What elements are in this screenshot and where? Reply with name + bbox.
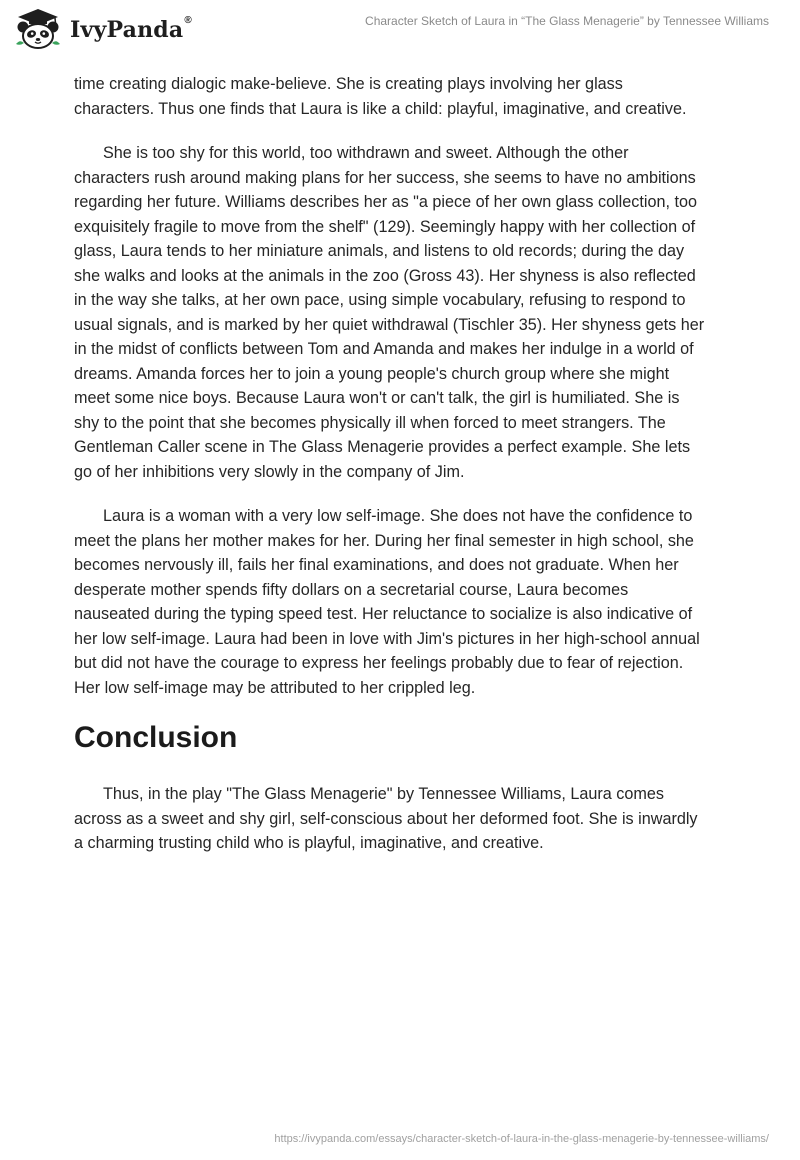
ivypanda-logo[interactable] <box>14 8 192 50</box>
text-line: in the midst of conflicts between Tom and Amanda and makes her indulge in a world of <box>74 340 694 358</box>
text-line: becomes nervously ill, fails her final examinations, and does not graduate. When her <box>74 556 679 574</box>
text-line: she walks and looks at the animals in the zoo (Gross 43). Her shyness is also reflected <box>74 266 696 285</box>
paragraph-3 <box>74 504 734 700</box>
text-line: She is too shy for this world, too withdrawn and sweet. Although the other <box>103 144 629 162</box>
text-line: Her low self-image may be attributed to her crippled leg. <box>74 678 476 697</box>
text-line: Thus, in the play "The Glass Menagerie" by Tennessee Williams, Laura comes <box>103 785 664 803</box>
text-line: a charming trusting child who is playful, imaginative, and creative. <box>74 834 544 852</box>
text-line: glass, Laura tends to her miniature animals, and listens to old records; during the day <box>74 242 685 260</box>
page-header <box>0 0 800 60</box>
text-line: regarding her future. Williams describes her as "a piece of her own glass collection, too <box>74 193 697 211</box>
text-line: meet some nice boys. Because Laura won't or can't talk, the girl is humiliated. She is <box>74 389 680 407</box>
logo-text: IvyPanda® <box>70 15 192 43</box>
text-line: but did not have the courage to express her feelings probably due to fear of rejection. <box>74 654 684 672</box>
text-line: dreams. Amanda forces her to join a young people's church group where she might <box>74 364 670 383</box>
paragraph-2 <box>74 141 734 484</box>
registered-mark: ® <box>184 15 192 26</box>
text-line: characters. Thus one finds that Laura is like a child: playful, imaginative, and creative. <box>74 99 687 118</box>
text-line: meet the plans her mother makes for her. During her final semester in high school, she <box>74 531 694 550</box>
paragraph-1 <box>74 72 734 121</box>
text-line: in the way she talks, at her own pace, using simple vocabulary, refusing to respond to <box>74 291 686 309</box>
source-url-link[interactable]: https://ivypanda.com/essays/character-sketch-of-laura-in-the-glass-menagerie-by-tennessee-williams/ <box>274 1133 769 1145</box>
text-line: nauseated during the typing speed test. Her reluctance to socialize is also indicative of <box>74 605 693 623</box>
text-line: shy to the point that she becomes physically ill when forced to meet strangers. The <box>74 413 666 432</box>
paragraph-4 <box>74 782 734 856</box>
text-line: Laura is a woman with a very low self-image. She does not have the confidence to <box>103 507 693 525</box>
text-line: go of her inhibitions very slowly in the company of Jim. <box>74 462 465 481</box>
text-line: characters rush around making plans for her success, she seems to have no ambitions <box>74 168 696 187</box>
text-line: Gentleman Caller scene in The Glass Menagerie provides a perfect example. She lets <box>74 438 691 456</box>
document-title: Character Sketch of Laura in “The Glass Menagerie” by Tennessee Williams <box>365 14 769 28</box>
text-line: desperate mother spends fifty dollars on a secretarial course, Laura becomes <box>74 580 629 599</box>
text-line: usual signals, and is marked by her quiet withdrawal (Tischler 35). Her shyness gets her <box>74 315 705 334</box>
text-line: time creating dialogic make-believe. She is creating plays involving her glass <box>74 75 623 93</box>
essay-body <box>74 72 734 876</box>
text-line: exquisitely fragile to move from the shelf" (129). Seemingly happy with her collection of <box>74 217 696 236</box>
text-line: across as a sweet and shy girl, self-conscious about her deformed foot. She is inwardly <box>74 809 698 828</box>
section-heading-conclusion: Conclusion <box>74 721 238 754</box>
text-line: her low self-image. Laura had been in love with Jim's pictures in her high-school annual <box>74 629 700 648</box>
panda-graduate-logo-icon <box>14 8 62 50</box>
